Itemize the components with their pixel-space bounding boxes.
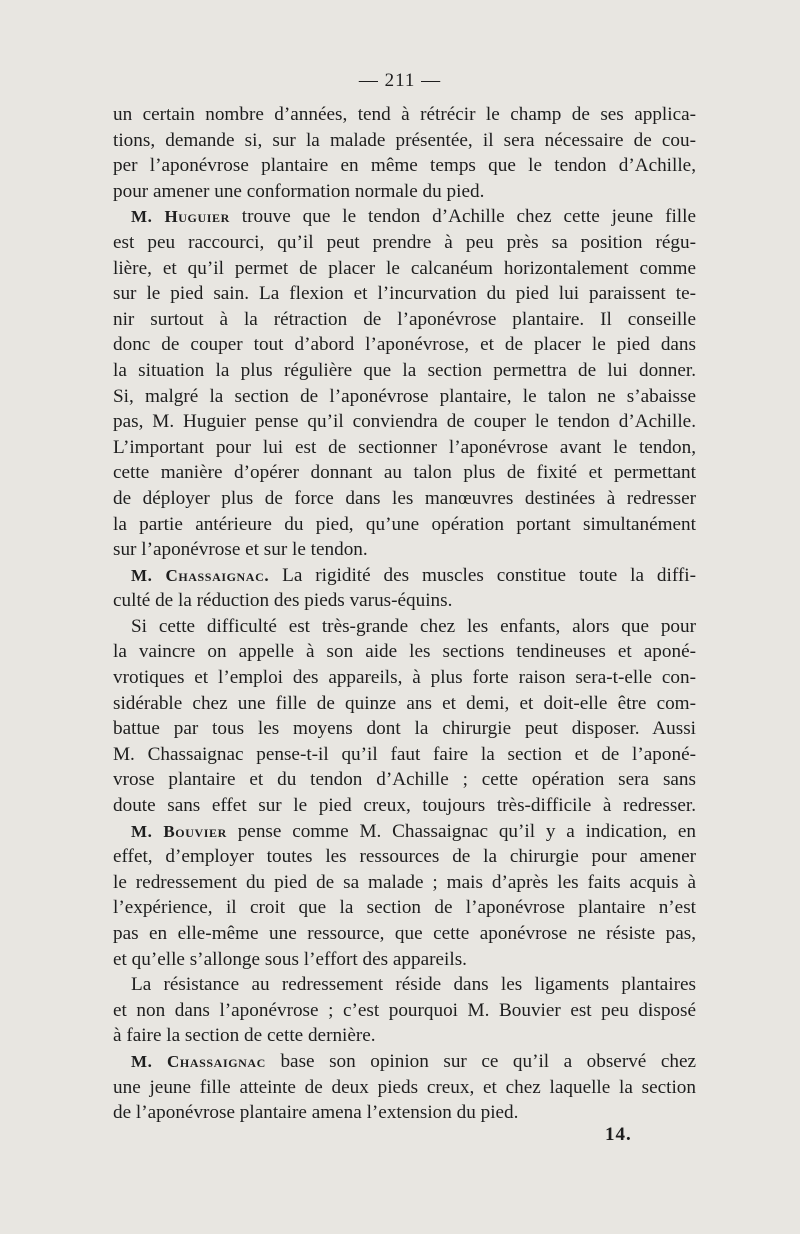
line-text: vrotiques et l’emploi des appareils, à plus forte raison sera-t-elle con- [113, 667, 696, 689]
line-text: culté de la réduction des pieds varus-équins. [113, 590, 453, 612]
line-text: tions, demande si, sur la malade présentée, il sera nécessaire de cou- [113, 129, 696, 151]
line-text: de déployer plus de force dans les manœuvres destinées à redresser [113, 487, 696, 509]
line-text: pas en elle-même une ressource, que cette aponévrose ne résiste pas, [113, 923, 696, 944]
text-line [113, 844, 696, 870]
line-text: base son opinion sur ce qu’il a observé chez [265, 1050, 696, 1072]
line-text: sur le pied sain. La flexion et l’incurvation du pied lui paraissent te- [113, 283, 696, 305]
text-line [113, 819, 696, 845]
text-line [113, 384, 696, 410]
line-text: de l’aponévrose plantaire amena l’extension du pied. [113, 1102, 519, 1124]
line-text: Si, malgré la section de l’aponévrose plantaire, le talon ne s’abaisse [113, 385, 696, 407]
text-line [113, 691, 696, 717]
speaker-name: M. Chassaignac [131, 1051, 266, 1071]
page-number: — 211 — [358, 70, 442, 91]
line-text: M. Chassaignac pense-t-il qu’il faut faire la section et de l’aponé- [113, 743, 696, 765]
text-line [113, 742, 696, 768]
text-line [113, 1100, 696, 1126]
line-text: vrose plantaire et du tendon d’Achille ; cette opération sera sans [113, 769, 696, 791]
text-line [113, 179, 696, 205]
text-line [113, 639, 696, 665]
speaker-name: M. Huguier [131, 207, 230, 227]
text-line [113, 435, 696, 461]
text-line [113, 281, 696, 307]
text-line [113, 409, 696, 435]
line-text: la vaincre on appelle à son aide les sections tendineuses et aponé- [113, 641, 696, 663]
line-text: pour amener une conformation normale du pied. [113, 180, 485, 202]
line-text: et non dans l’aponévrose ; c’est pourquoi M. Bouvier est peu disposé [113, 999, 696, 1021]
line-text: per l’aponévrose plantaire en même temps que le tendon d’Achille, [113, 155, 696, 177]
text-line [113, 358, 696, 384]
text-line [113, 588, 696, 614]
line-text: donc de couper tout d’abord l’aponévrose, et de placer le pied dans [113, 334, 696, 356]
line-text: battue par tous les moyens dont la chirurgie peut disposer. Aussi [113, 718, 696, 740]
text-line [113, 128, 696, 154]
line-text: et qu’elle s’allonge sous l’effort des appareils. [113, 948, 467, 970]
text-line [113, 102, 696, 128]
text-line [113, 512, 696, 538]
line-text: lière, et qu’il permet de placer le calcanéum horizontalement comme [113, 257, 696, 279]
line-text: La rigidité des muscles constitue toute la diffi- [269, 564, 696, 586]
text-line [113, 537, 696, 563]
line-text: un certain nombre d’années, tend à rétrécir le champ de ses applica- [113, 104, 696, 125]
line-text: L’important pour lui est de sectionner l’aponévrose avant le tendon, [113, 436, 696, 458]
line-text: le redressement du pied de sa malade ; mais d’après les faits acquis à [113, 871, 696, 893]
text-line [113, 1023, 696, 1049]
text-line [113, 716, 696, 742]
body-text [113, 102, 696, 1126]
signature-mark: 14. [605, 1124, 632, 1145]
line-text: La résistance au redressement réside dans les ligaments plantaires [131, 974, 696, 996]
line-text: trouve que le tendon d’Achille chez cette jeune fille [229, 206, 696, 228]
text-line [113, 256, 696, 282]
text-line [113, 614, 696, 640]
text-line [113, 767, 696, 793]
speaker-name: M. Bouvier [131, 821, 227, 841]
text-line [113, 972, 696, 998]
line-text: pense comme M. Chassaignac qu’il y a indication, en [226, 820, 697, 842]
line-text: la partie antérieure du pied, qu’une opération portant simultanément [113, 513, 696, 535]
line-text: sidérable chez une fille de quinze ans et demi, et doit-elle être com- [113, 692, 696, 714]
line-text: pas, M. Huguier pense qu’il conviendra de couper le tendon d’Achille. [113, 411, 696, 433]
text-line [113, 998, 696, 1024]
text-line [113, 563, 696, 589]
speaker-name: M. Chassaignac. [131, 565, 270, 585]
text-line [113, 1049, 696, 1075]
text-line [113, 895, 696, 921]
line-text: est peu raccourci, qu’il peut prendre à peu près sa position régu- [113, 231, 696, 253]
text-line [113, 307, 696, 333]
line-text: sur l’aponévrose et sur le tendon. [113, 539, 368, 561]
line-text: l’expérience, il croit que la section de l’aponévrose plantaire n’est [113, 897, 696, 919]
text-line [113, 153, 696, 179]
text-line [113, 870, 696, 896]
text-line [113, 793, 696, 819]
line-text: nir surtout à la rétraction de l’aponévrose plantaire. Il conseille [113, 308, 696, 330]
line-text: doute sans effet sur le pied creux, toujours très-difficile à redresser. [113, 795, 696, 817]
text-line [113, 486, 696, 512]
line-text: la situation la plus régulière que la section permettra de lui donner. [113, 359, 696, 381]
line-text: Si cette difficulté est très-grande chez les enfants, alors que pour [131, 615, 696, 637]
line-text: effet, d’employer toutes les ressources de la chirurgie pour amener [113, 846, 696, 868]
text-line [113, 1075, 696, 1101]
text-line [113, 332, 696, 358]
text-line [113, 460, 696, 486]
line-text: une jeune fille atteinte de deux pieds creux, et chez laquelle la section [113, 1076, 696, 1098]
text-line [113, 204, 696, 230]
text-line [113, 665, 696, 691]
line-text: cette manière d’opérer donnant au talon plus de fixité et permettant [113, 462, 696, 484]
text-line [113, 947, 696, 973]
text-line [113, 921, 696, 947]
text-line [113, 230, 696, 256]
line-text: à faire la section de cette dernière. [113, 1025, 376, 1047]
